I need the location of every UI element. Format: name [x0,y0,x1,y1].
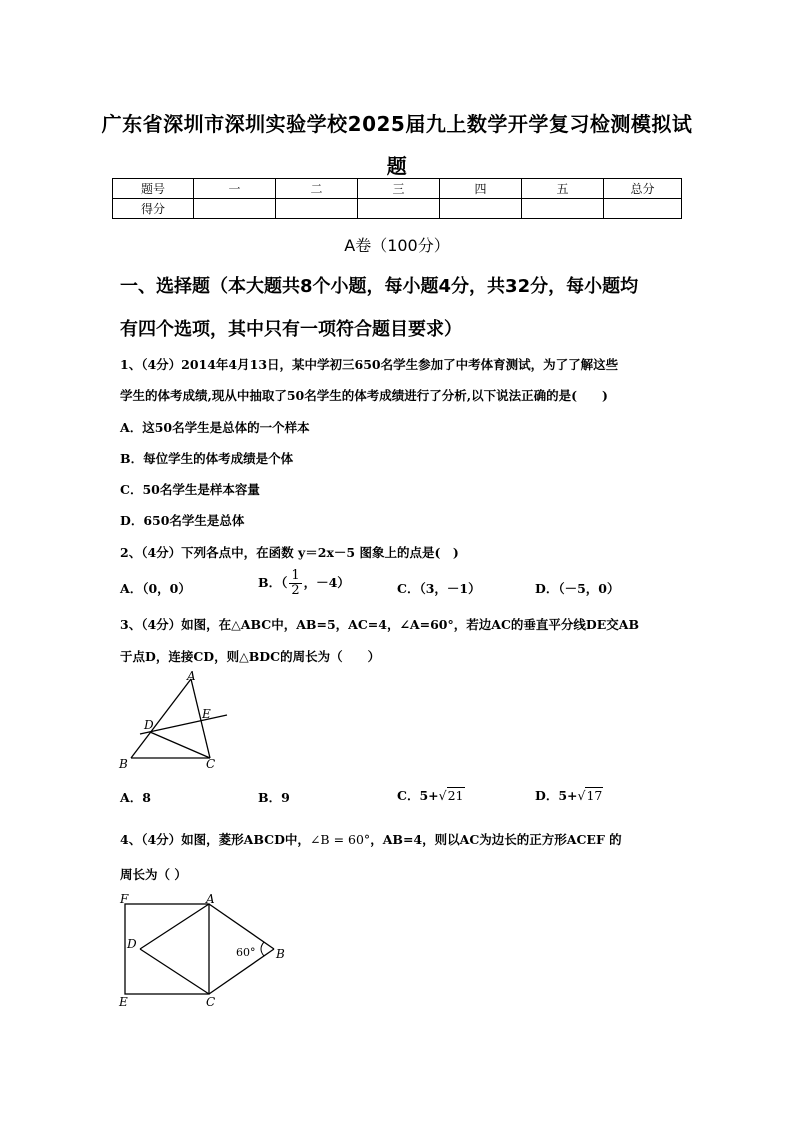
option-d-prefix: D．5+ [535,788,578,803]
question-2-option-c: C．（3，－1） [397,581,481,596]
question-1-option-a: A．这50名学生是总体的一个样本 [120,420,310,435]
table-cell: 三 [358,179,440,199]
score-input-cell[interactable] [358,199,440,219]
label-d: D [144,718,154,732]
segment-dc [140,949,209,994]
table-cell: 题号 [113,179,194,199]
question-2-option-b [258,569,350,598]
label-b: B [119,757,128,771]
option-b-suffix: ，－4） [303,575,350,590]
score-input-cell[interactable] [604,199,682,219]
fraction-denominator: 2 [291,583,300,598]
square-acef [125,904,209,994]
label-e: E [202,707,211,721]
radical-sign: √ [438,788,447,803]
angle-b-arc [261,942,264,956]
table-cell: 五 [522,179,604,199]
score-table-row [113,199,682,219]
question-2-option-a: A．（0，0） [120,581,191,596]
section-heading-continued: 有四个选项，其中只有一项符合题目要求） [120,319,462,340]
question-1-stem: 1、（4分）2014年4月13日，某中学初三650名学生参加了中考体育测试，为了了解这些 [120,357,619,372]
radical-sign: √ [577,788,586,803]
question-3-option-d [535,786,603,804]
fraction [289,569,301,598]
option-b-prefix: B．（ [258,575,288,590]
table-cell: 得分 [113,199,194,219]
question-3-option-b: B．9 [258,790,290,805]
label-f: F [120,892,129,906]
option-c-prefix: C．5+ [397,788,439,803]
question-1-option-b: B．每位学生的体考成绩是个体 [120,451,294,466]
question-4-stem-end: ，AB=4，则以AC为边长的正方形ACEF 的 [370,832,622,847]
question-2-option-d: D．（－5，0） [535,581,620,596]
label-a: A [206,892,215,906]
rhombus-square-figure [114,888,294,1012]
page-title: 广东省深圳市深圳实验学校2025届九上数学开学复习检测模拟试 [101,112,693,136]
table-cell: 四 [440,179,522,199]
question-3-stem: 3、（4分）如图，在△ABC中，AB=5，AC=4，∠A=60°，若边AC的垂直平分线DE交AB [120,617,640,632]
fraction-numerator: 1 [291,568,300,583]
score-table [112,178,682,219]
question-3-option-c [397,786,465,804]
score-input-cell[interactable] [276,199,358,219]
question-1-option-c: C．50名学生是样本容量 [120,482,260,497]
score-input-cell[interactable] [194,199,276,219]
question-2-stem: 2、（4分）下列各点中，在函数 y＝2x－5 图象上的点是( ) [120,545,459,560]
table-cell: 一 [194,179,276,199]
table-cell: 二 [276,179,358,199]
score-table-header-row [113,179,682,199]
section-heading: 一、选择题（本大题共8个小题，每小题4分，共32分，每小题均 [120,276,639,297]
question-1-option-d: D．650名学生是总体 [120,513,245,528]
segment-dc [150,732,210,758]
score-input-cell[interactable] [522,199,604,219]
radicand: 21 [447,788,464,803]
radicand: 17 [586,788,603,803]
angle-expression: ∠B = 60° [309,832,371,847]
segment-ad [140,904,209,949]
score-input-cell[interactable] [440,199,522,219]
label-a: A [187,669,196,683]
question-3-stem-continued: 于点D，连接CD，则△BDC的周长为（ ） [120,649,381,664]
question-4-stem [120,830,690,848]
label-e: E [119,995,128,1009]
page-title-continued: 题 [386,154,408,178]
label-d: D [127,937,137,951]
label-c: C [206,995,216,1009]
label-c: C [206,757,216,771]
question-3-option-a: A．8 [120,790,151,805]
angle-label: 60° [236,946,256,959]
triangle-abc-figure [116,668,236,774]
section-a-heading: A卷（100分） [344,236,450,255]
label-b: B [276,947,285,961]
table-cell: 总分 [604,179,682,199]
question-4-stem-start: 4、（4分）如图，菱形ABCD中， [120,832,310,847]
question-4-stem-continued: 周长为（ ） [120,867,187,882]
question-1-stem-continued: 学生的体考成绩,现从中抽取了50名学生的体考成绩进行了分析,以下说法正确的是( ) [120,388,608,403]
